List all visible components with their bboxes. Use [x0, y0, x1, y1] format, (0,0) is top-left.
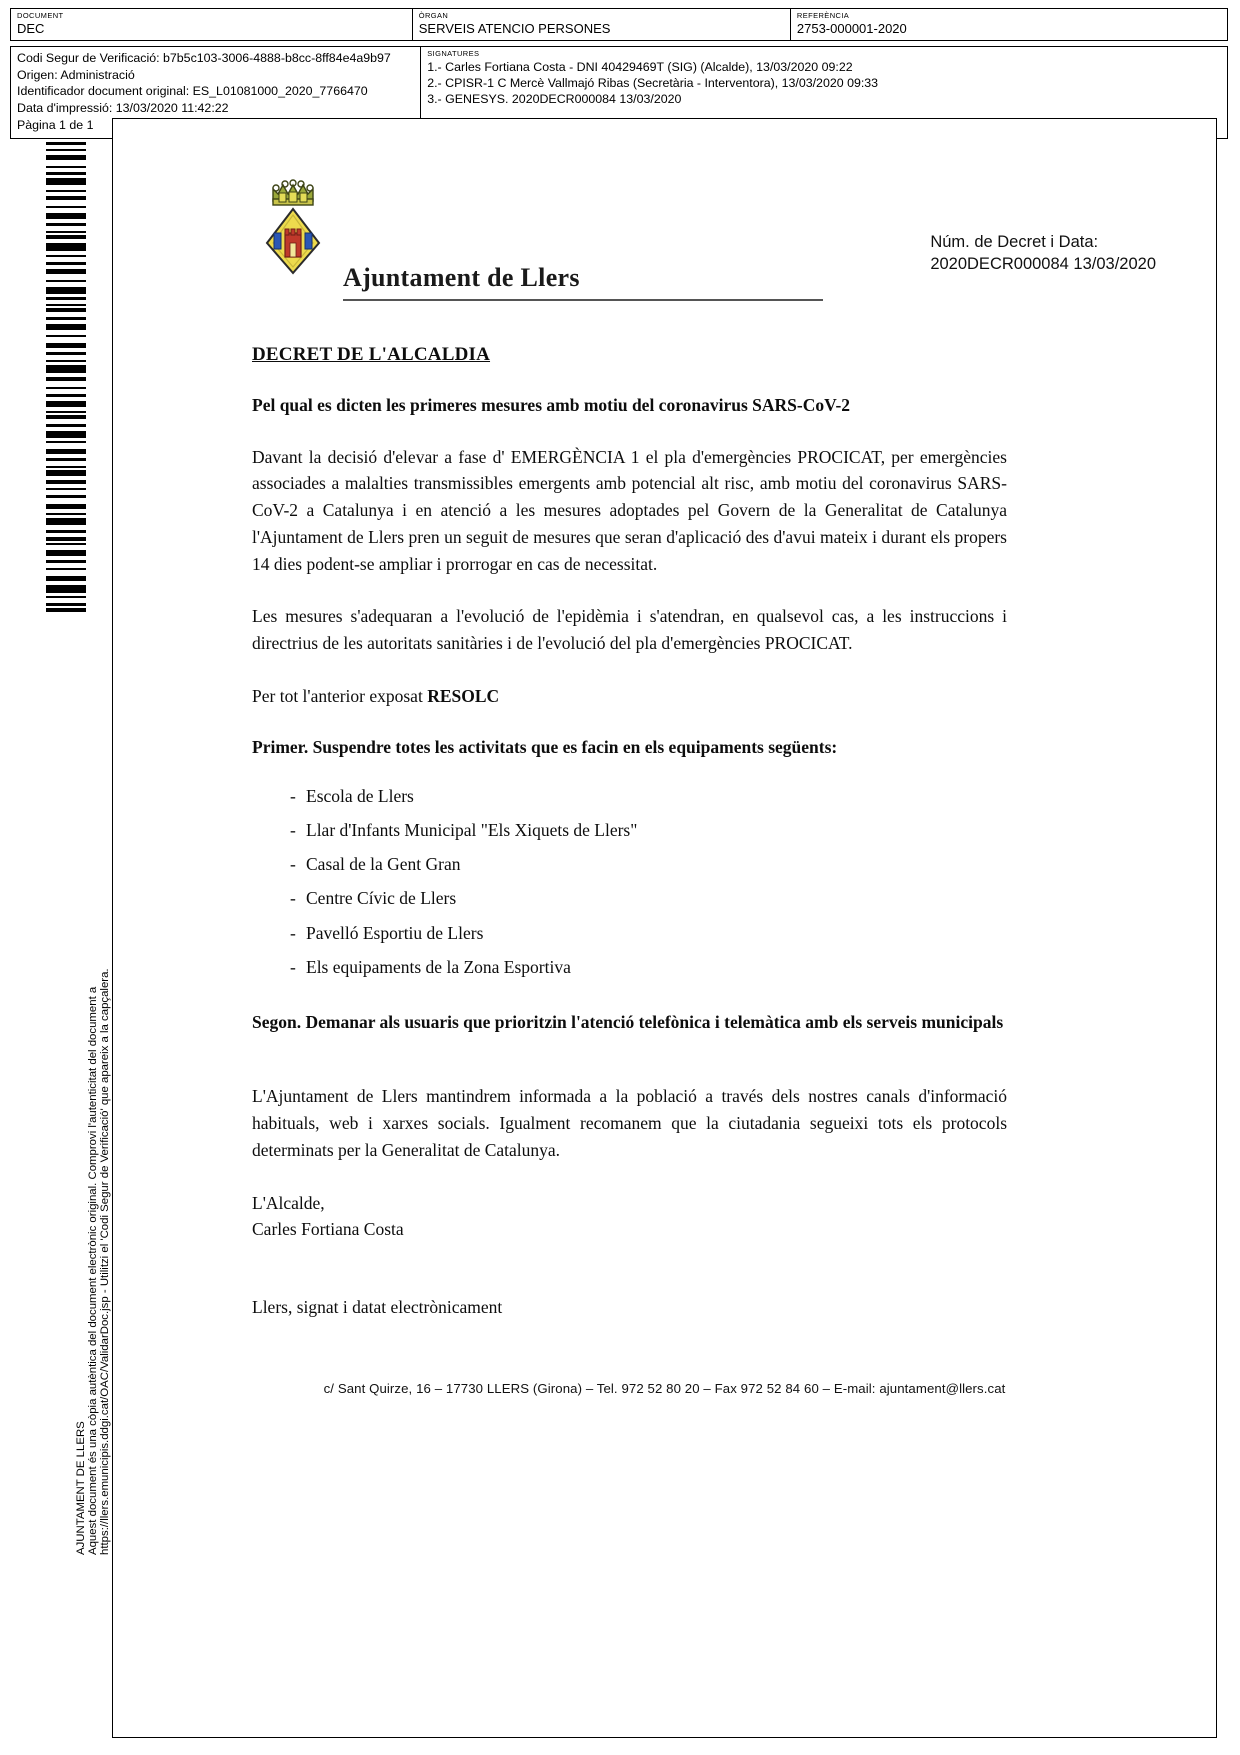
- list-item: - Escola de Llers: [290, 783, 1007, 809]
- page-title: DECRET DE L'ALCALDIA: [252, 344, 491, 365]
- document-label: DOCUMENT: [17, 11, 64, 20]
- decree-number-block: [930, 231, 1156, 276]
- resolc-keyword: RESOLC: [427, 685, 500, 706]
- header-cell-document: [11, 9, 413, 41]
- list-item: - Casal de la Gent Gran: [290, 851, 1007, 877]
- document-subtitle: Pel qual es dicten les primeres mesures amb motiu del coronavirus SARS-CoV-2: [252, 395, 851, 415]
- body-spacer: [252, 1057, 1007, 1083]
- closing-line: Llers, signat i datat electrònicament: [252, 1297, 503, 1318]
- decree-value: 2020DECR000084 13/03/2020: [930, 255, 1156, 274]
- left-margin-strip: [24, 120, 110, 1740]
- letterhead-divider: [343, 299, 823, 301]
- margin-authenticity-text: Aquest document és una còpia autèntica del document electrònic original. Comprovi l'autenticitat del document a: [87, 986, 99, 1555]
- signer-role: L'Alcalde,: [252, 1192, 325, 1213]
- body-spacer: [252, 1268, 1007, 1294]
- signature-block: [252, 1190, 1007, 1243]
- table-row: [11, 9, 1228, 41]
- signature-line: 3.- GENESYS. 2020DECR000084 13/03/2020: [427, 92, 682, 107]
- signatures-lines: [427, 59, 1221, 108]
- list-item: - Pavelló Esportiu de Llers: [290, 920, 1007, 946]
- referencia-label: REFERÈNCIA: [796, 11, 850, 20]
- document-page: [112, 118, 1217, 1738]
- resolc-prefix: Per tot l'anterior exposat: [252, 685, 428, 706]
- margin-validation-url-text: https://llers.emunicipis.ddgi.cat/OAC/ValidarDoc.jsp - Utilitzi el 'Codi Segur de Verificació' que apareix a la capçalera.: [99, 968, 111, 1555]
- list-item: - Centre Cívic de Llers: [290, 885, 1007, 911]
- paragraph-measures: Les mesures s'adequaran a l'evolució de l'epidèmia i s'atendran, en qualsevol cas, a les instruccions i directrius de les autoritats sanitàries i de l'evolució del pla d'emergències PROCICAT.: [252, 606, 1007, 654]
- signer-name: Carles Fortiana Costa: [252, 1219, 404, 1240]
- organization-name: Ajuntament de Llers: [343, 263, 580, 292]
- point-second-heading: Segon. Demanar als usuaris que prioritzin l'atenció telefònica i telemàtica amb els serveis municipals: [252, 1012, 1004, 1033]
- header-cell-referencia: [790, 9, 1227, 41]
- verification-line: Data d'impressió: 13/03/2020 11:42:22: [17, 101, 229, 116]
- document-footer-address: c/ Sant Quirze, 16 – 17730 LLERS (Girona) – Tel. 972 52 80 20 – Fax 972 52 84 60 – E-mail: ajuntament@llers.cat: [323, 1381, 1006, 1396]
- point-first-heading: Primer. Suspendre totes les activitats que es facin en els equipaments següents:: [252, 737, 838, 758]
- resolc-line: [252, 683, 1007, 709]
- paragraph-intro: Davant la decisió d'elevar a fase d' EMERGÈNCIA 1 el pla d'emergències PROCICAT, per emergències associades a malalties transmissibles emergents amb potencial alt risc, amb motiu del coronavirus SARS-CoV-2 a Catalunya i en atenció a les mesures adoptades pel Govern de la Generalitat de Catalunya l'Ajuntament de Llers pren un seguit de mesures que seran d'aplicació des d'avui mateix i durant els propers 14 dies podent-se ampliar i prorrogar en cas de necessitat.: [252, 446, 1007, 574]
- letterhead: [113, 171, 1216, 292]
- paragraph-communication: L'Ajuntament de Llers mantindrem informada a la població a través dels nostres canals d'informació habituals, web i xarxes socials. Igualment recomanem que la ciutadania segueixi tots els protocols determinats per la Generalitat de Catalunya.: [252, 1086, 1007, 1161]
- verification-line: Codi Segur de Verificació: b7b5c103-3006-4888-b8cc-8ff84e4a9b97: [17, 50, 391, 65]
- coat-of-arms-icon: [265, 171, 331, 275]
- list-item: - Els equipaments de la Zona Esportiva: [290, 954, 1007, 980]
- document-body: [252, 344, 1007, 1321]
- signatures-label: SIGNATURES: [427, 48, 480, 58]
- signature-line: 1.- Carles Fortiana Costa - DNI 40429469T (SIG) (Alcalde), 13/03/2020 09:22: [427, 59, 853, 74]
- referencia-value: 2753-000001-2020: [796, 20, 907, 36]
- barcode-icon: [46, 142, 86, 612]
- document-page-inner: [113, 119, 1216, 1737]
- document-value: DEC: [17, 20, 45, 36]
- header-meta-table: [10, 8, 1228, 41]
- verification-line: Identificador document original: ES_L01081000_2020_7766470: [17, 84, 368, 99]
- header-cell-organ: [412, 9, 790, 41]
- organ-value: SERVEIS ATENCIO PERSONES: [418, 20, 611, 36]
- equipment-list: [252, 783, 1007, 981]
- decree-label: Núm. de Decret i Data:: [930, 233, 1099, 251]
- signature-line: 2.- CPISR-1 C Mercè Vallmajó Ribas (Secretària - Interventora), 13/03/2020 09:33: [427, 75, 879, 90]
- organ-label: ÒRGAN: [418, 11, 449, 20]
- margin-org-text: AJUNTAMENT DE LLERS: [75, 1421, 87, 1555]
- list-item: - Llar d'Infants Municipal "Els Xiquets de Llers": [290, 817, 1007, 843]
- verification-line: Pàgina 1 de 1: [17, 117, 94, 132]
- verification-line: Origen: Administració: [17, 67, 135, 82]
